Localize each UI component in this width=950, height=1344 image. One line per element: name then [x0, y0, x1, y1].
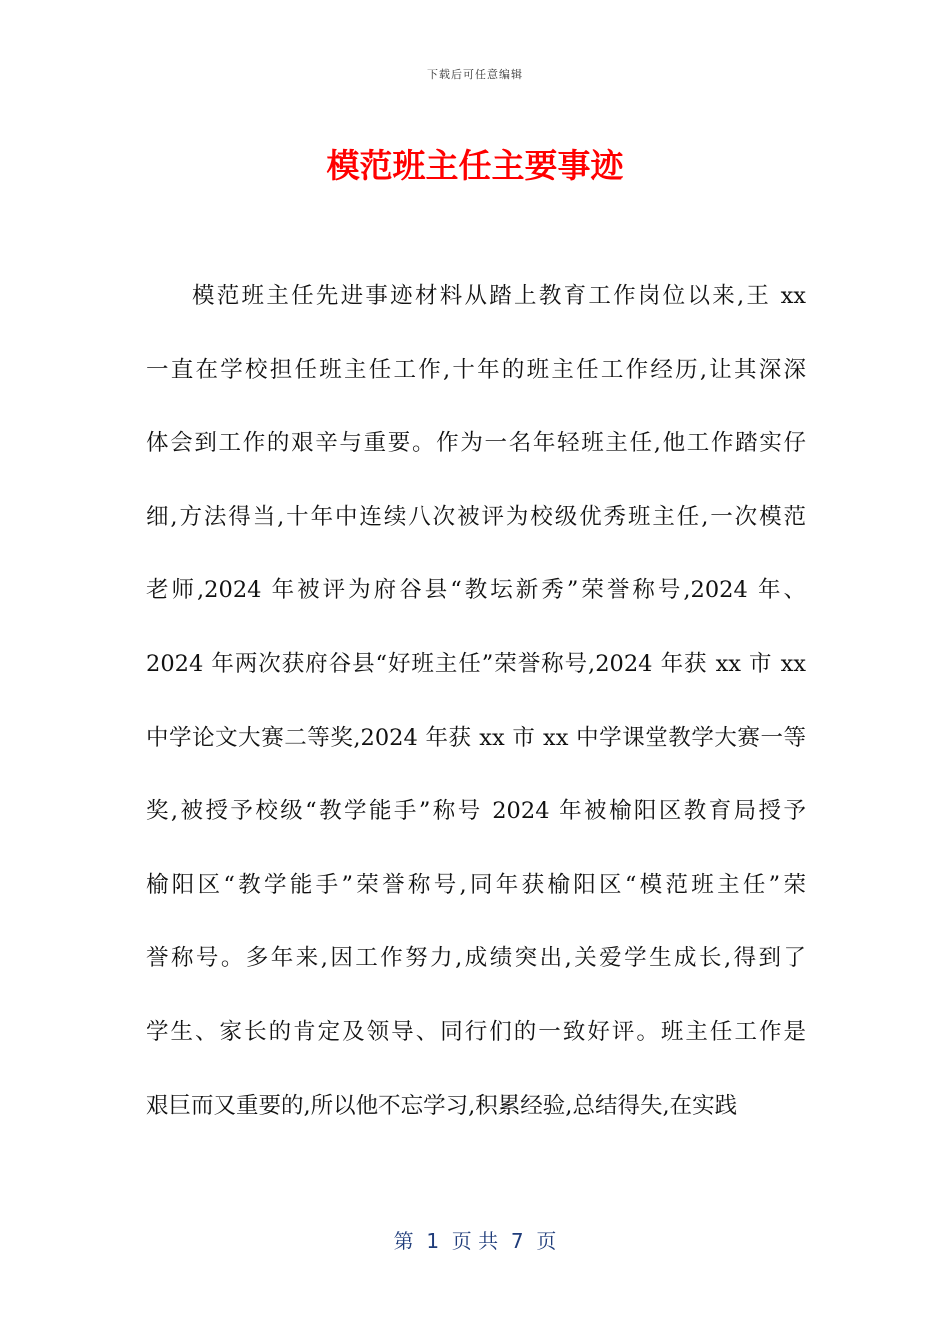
body-line: 榆阳区“教学能手”荣誉称号,同年获榆阳区“模范班主任”荣 — [146, 871, 806, 898]
header-note: 下载后可任意编辑 — [427, 68, 523, 81]
body-line: 奖,被授予校级“教学能手”称号 2024 年被榆阳区教育局授予 — [146, 798, 806, 825]
document-title: 模范班主任主要事迹 — [326, 146, 624, 185]
body-line: 模范班主任先进事迹材料从踏上教育工作岗位以来,王 xx — [192, 283, 806, 309]
body-line: 中学论文大赛二等奖,2024 年获 xx 市 xx 中学课堂教学大赛一等 — [146, 724, 806, 751]
body-line: 老师,2024 年被评为府谷县“教坛新秀”荣誉称号,2024 年、 — [146, 577, 806, 604]
body-line: 誉称号。多年来,因工作努力,成绩突出,关爱学生成长,得到了 — [146, 945, 806, 972]
body-line: 体会到工作的艰辛与重要。作为一名年轻班主任,他工作踏实仔 — [146, 430, 806, 457]
body-line: 学生、家长的肯定及领导、同行们的一致好评。班主任工作是 — [146, 1018, 806, 1045]
page-footer: 第 1 页 共 7 页 — [393, 1229, 557, 1253]
body-line: 2024 年两次获府谷县“好班主任”荣誉称号,2024 年获 xx 市 xx — [146, 650, 806, 677]
body-line: 细,方法得当,十年中连续八次被评为校级优秀班主任,一次模范 — [146, 503, 806, 530]
body-line: 艰巨而又重要的,所以他不忘学习,积累经验,总结得失,在实践 — [146, 1092, 738, 1119]
body-line: 一直在学校担任班主任工作,十年的班主任工作经历,让其深深 — [146, 356, 806, 383]
document-body — [146, 276, 806, 1159]
